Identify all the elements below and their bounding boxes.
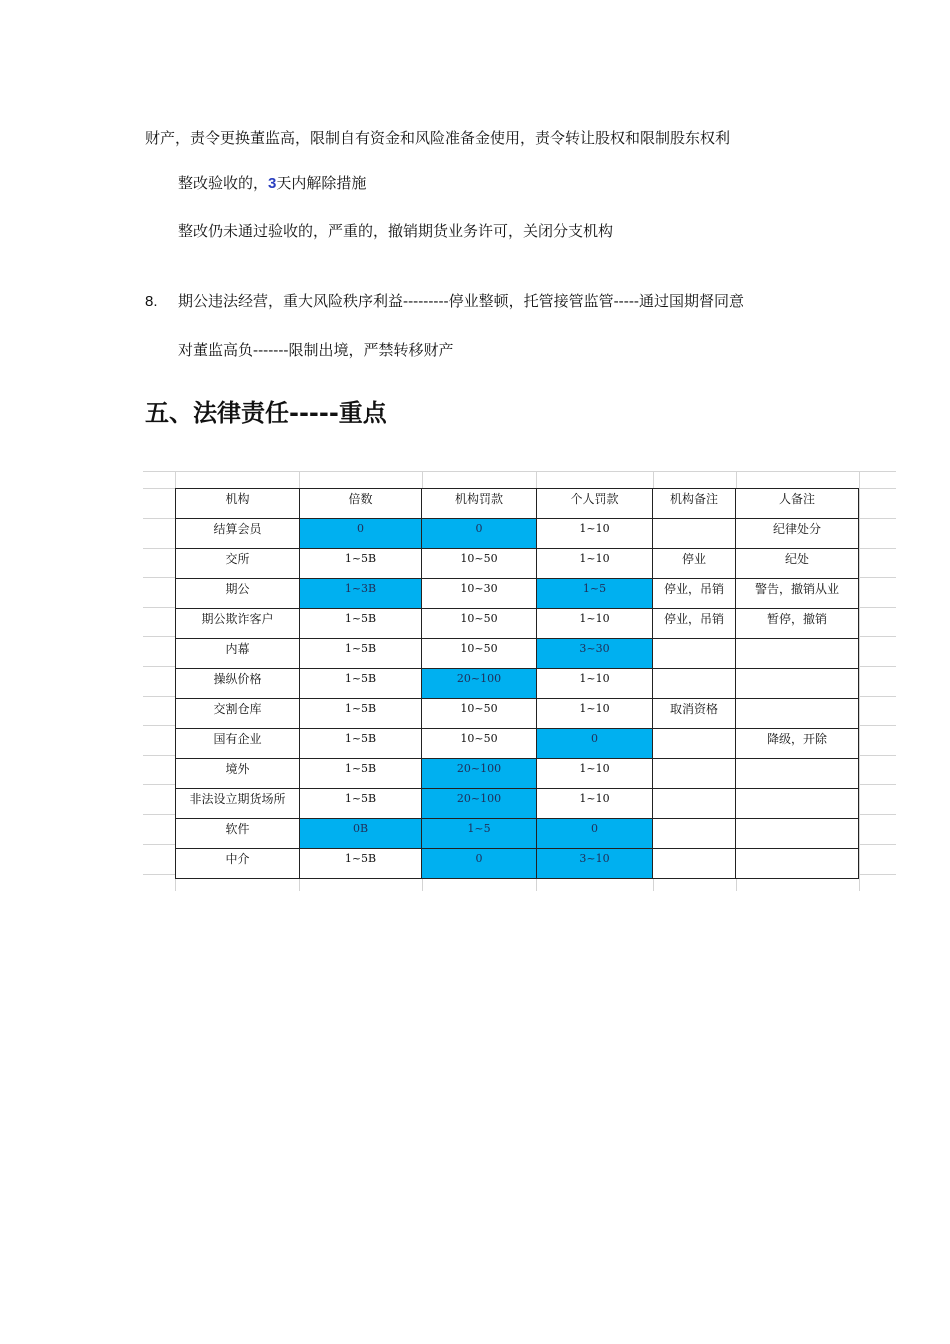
table-cell: 20~100 bbox=[422, 789, 537, 819]
table-cell: 10~50 bbox=[422, 639, 537, 669]
table-cell: 交所 bbox=[176, 549, 300, 579]
paragraph-rectification-failed: 整改仍未通过验收的，严重的，撤销期货业务许可，关闭分支机构 bbox=[178, 222, 614, 240]
table-cell: 国有企业 bbox=[176, 729, 300, 759]
table-cell: 1~5B bbox=[300, 849, 422, 879]
table-cell: 交割仓库 bbox=[176, 699, 300, 729]
paragraph-director-restrictions: 对董监高负-------限制出境，严禁转移财产 bbox=[178, 341, 454, 359]
table-cell: 1~5B bbox=[300, 549, 422, 579]
list-number: 8. bbox=[145, 293, 158, 310]
text-before-number: 整改验收的， bbox=[178, 174, 269, 192]
table-row bbox=[176, 819, 859, 849]
table-cell: 操纵价格 bbox=[176, 669, 300, 699]
table-cell: 境外 bbox=[176, 759, 300, 789]
table-cell: 1~5B bbox=[300, 669, 422, 699]
table-header-cell: 人备注 bbox=[736, 489, 859, 519]
table-cell: 10~50 bbox=[422, 729, 537, 759]
table-cell bbox=[653, 789, 736, 819]
table-cell: 1~10 bbox=[537, 549, 653, 579]
section-heading: 五、法律责任-----重点 bbox=[145, 399, 387, 427]
table-cell bbox=[736, 759, 859, 789]
table-cell: 1~5B bbox=[300, 759, 422, 789]
table-cell: 暂停，撤销 bbox=[736, 609, 859, 639]
list-item-text: 期公违法经营，重大风险秩序利益---------停业整顿，托管接管监管-----通过国期督同意 bbox=[178, 292, 744, 310]
table-cell: 1~5B bbox=[300, 639, 422, 669]
table-cell: 降级，开除 bbox=[736, 729, 859, 759]
table-cell: 1~5B bbox=[300, 699, 422, 729]
table-cell: 中介 bbox=[176, 849, 300, 879]
table-cell: 停业，吊销 bbox=[653, 579, 736, 609]
table-cell: 10~50 bbox=[422, 609, 537, 639]
table-row bbox=[176, 579, 859, 609]
table-header-cell: 机构 bbox=[176, 489, 300, 519]
table-cell bbox=[653, 759, 736, 789]
legal-liability-table bbox=[175, 488, 859, 879]
table-cell: 0 bbox=[300, 519, 422, 549]
table-cell: 3~10 bbox=[537, 849, 653, 879]
table-cell: 1~10 bbox=[537, 699, 653, 729]
list-item-8 bbox=[145, 291, 744, 312]
paragraph-rectification-accepted bbox=[178, 173, 366, 194]
table-cell: 20~100 bbox=[422, 759, 537, 789]
table-row bbox=[176, 549, 859, 579]
table-cell: 10~30 bbox=[422, 579, 537, 609]
table-cell: 纪处 bbox=[736, 549, 859, 579]
spreadsheet-area bbox=[143, 471, 896, 891]
table-cell: 1~5B bbox=[300, 729, 422, 759]
table-header-cell: 机构罚款 bbox=[422, 489, 537, 519]
table-cell: 非法设立期货场所 bbox=[176, 789, 300, 819]
table-cell: 警告，撤销从业 bbox=[736, 579, 859, 609]
table-cell: 0B bbox=[300, 819, 422, 849]
table-cell: 0 bbox=[537, 819, 653, 849]
table-cell: 0 bbox=[537, 729, 653, 759]
table-cell: 停业，吊销 bbox=[653, 609, 736, 639]
table-cell: 软件 bbox=[176, 819, 300, 849]
table-cell bbox=[736, 849, 859, 879]
table-cell: 1~5 bbox=[422, 819, 537, 849]
table-cell: 1~5 bbox=[537, 579, 653, 609]
table-row bbox=[176, 519, 859, 549]
table-cell: 10~50 bbox=[422, 699, 537, 729]
table-cell: 期公 bbox=[176, 579, 300, 609]
table-cell: 0 bbox=[422, 849, 537, 879]
table-cell bbox=[653, 849, 736, 879]
text-after-number: 天内解除措施 bbox=[276, 174, 367, 192]
table-cell: 取消资格 bbox=[653, 699, 736, 729]
table-cell: 1~10 bbox=[537, 669, 653, 699]
table-row bbox=[176, 789, 859, 819]
table-cell: 停业 bbox=[653, 549, 736, 579]
table-cell: 1~10 bbox=[537, 789, 653, 819]
table-row bbox=[176, 669, 859, 699]
table-row bbox=[176, 729, 859, 759]
days-number: 3 bbox=[268, 175, 277, 192]
table-cell: 20~100 bbox=[422, 669, 537, 699]
table-cell: 1~5B bbox=[300, 789, 422, 819]
table-cell: 期公欺诈客户 bbox=[176, 609, 300, 639]
table-cell: 纪律处分 bbox=[736, 519, 859, 549]
table-row bbox=[176, 699, 859, 729]
gridline-vertical bbox=[859, 471, 860, 891]
table-row bbox=[176, 609, 859, 639]
table-row bbox=[176, 759, 859, 789]
table-cell bbox=[736, 639, 859, 669]
table-cell: 内幕 bbox=[176, 639, 300, 669]
table-cell bbox=[653, 729, 736, 759]
table-header-cell: 倍数 bbox=[300, 489, 422, 519]
table-cell: 1~10 bbox=[537, 759, 653, 789]
table-cell bbox=[653, 519, 736, 549]
table-cell: 1~10 bbox=[537, 609, 653, 639]
table-cell bbox=[736, 819, 859, 849]
table-cell bbox=[736, 789, 859, 819]
table-cell bbox=[653, 669, 736, 699]
table-cell bbox=[653, 819, 736, 849]
paragraph-property-measures: 财产，责令更换董监高，限制自有资金和风险准备金使用，责令转让股权和限制股东权利 bbox=[145, 129, 731, 147]
table-cell: 结算会员 bbox=[176, 519, 300, 549]
table-cell: 1~3B bbox=[300, 579, 422, 609]
table-cell bbox=[736, 669, 859, 699]
table-cell: 1~5B bbox=[300, 609, 422, 639]
table-cell: 3~30 bbox=[537, 639, 653, 669]
table-cell: 1~10 bbox=[537, 519, 653, 549]
table-cell: 10~50 bbox=[422, 549, 537, 579]
table-cell bbox=[736, 699, 859, 729]
table-cell: 0 bbox=[422, 519, 537, 549]
table-row bbox=[176, 639, 859, 669]
table-header-cell: 机构备注 bbox=[653, 489, 736, 519]
gridline-horizontal bbox=[143, 471, 896, 472]
table-cell bbox=[653, 639, 736, 669]
table-header-cell: 个人罚款 bbox=[537, 489, 653, 519]
table-row bbox=[176, 849, 859, 879]
table-header-row bbox=[176, 489, 859, 519]
